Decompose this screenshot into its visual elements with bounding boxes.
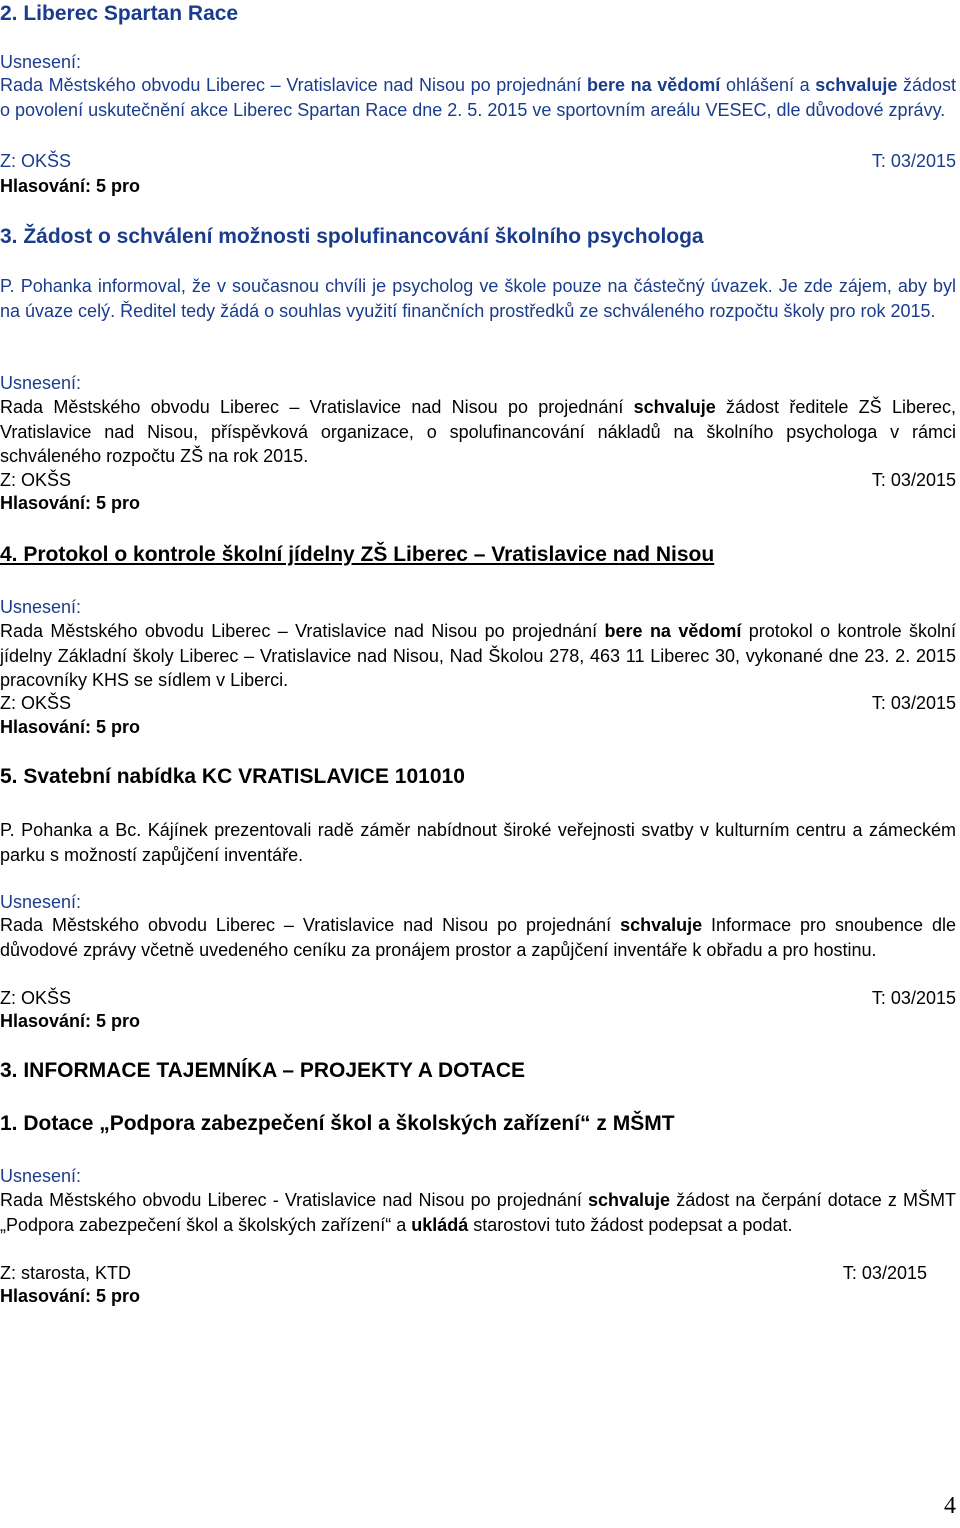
section-heading-psychologist: 3. Žádost o schválení možnosti spolufinancování školního psychologa — [0, 225, 704, 248]
responsible-party: Z: OKŠS — [0, 151, 72, 171]
resolution-text: Rada Městského obvodu Liberec - Vratislavice nad Nisou po projednání schvaluje žádost na čerpání dotace z MŠMT „Podpora zabezpečení škol a školských zařízení“ a ukládá starostovi tuto žádost podepsat a podat. — [0, 1190, 956, 1235]
deadline: T: 03/2015 — [871, 470, 956, 490]
usneseni-label: Usnesení: — [0, 373, 82, 393]
resolution-text: Rada Městského obvodu Liberec – Vratislavice nad Nisou po projednání schvaluje Informace pro snoubence dle důvodové zprávy včetně uvedeného ceníku za pronájem prostor a zapůjčení inventáře k obřadu a pro hostinu. — [0, 915, 957, 960]
vote-result: Hlasování: 5 pro — [0, 176, 141, 196]
section-heading-spartan-race: 2. Liberec Spartan Race — [0, 2, 239, 25]
vote-result: Hlasování: 5 pro — [0, 1011, 141, 1031]
vote-result: Hlasování: 5 pro — [0, 1286, 141, 1306]
vote-result: Hlasování: 5 pro — [0, 717, 141, 737]
responsible-party: Z: OKŠS — [0, 693, 72, 713]
responsibility-line — [0, 1262, 927, 1284]
vote-result: Hlasování: 5 pro — [0, 493, 141, 513]
deadline: T: 03/2015 — [871, 988, 956, 1008]
responsibility-line — [0, 469, 956, 491]
discussion-text: P. Pohanka a Bc. Kájínek prezentovali radě záměr nabídnout široké veřejnosti svatby v kulturním centru a zámeckém parku s možností zapůjčení inventáře. — [0, 820, 956, 865]
responsibility-line — [0, 692, 956, 714]
resolution-text: Rada Městského obvodu Liberec – Vratislavice nad Nisou po projednání bere na vědomí protokol o kontrole školní jídelny Základní školy Liberec – Vratislavice nad Nisou, Nad Školou 278, 463 11 Liberec 30, vykonané dne 23. 2. 2015 pracovníky KHS se sídlem v Liberci. — [0, 621, 957, 690]
deadline: T: 03/2015 — [871, 693, 956, 713]
chapter-heading-projects-grants: 3. INFORMACE TAJEMNÍKA – PROJEKTY A DOTACE — [0, 1059, 526, 1082]
responsible-party: Z: OKŠS — [0, 988, 72, 1008]
page-number: 4 — [944, 1493, 956, 1519]
section-heading-wedding-offer: 5. Svatební nabídka KC VRATISLAVICE 101010 — [0, 765, 465, 788]
responsible-party: Z: starosta, KTD — [0, 1263, 132, 1283]
usneseni-label: Usnesení: — [0, 597, 82, 617]
deadline: T: 03/2015 — [842, 1263, 927, 1283]
usneseni-label: Usnesení: — [0, 52, 82, 72]
responsible-party: Z: OKŠS — [0, 470, 72, 490]
resolution-text: Rada Městského obvodu Liberec – Vratislavice nad Nisou po projednání bere na vědomí ohlášení a schvaluje žádost o povolení uskutečnění akce Liberec Spartan Race dne 2. 5. 2015 ve sportovním areálu VESEC, dle důvodové zprávy. — [0, 75, 956, 120]
usneseni-label: Usnesení: — [0, 1166, 82, 1186]
responsibility-line — [0, 987, 956, 1009]
discussion-text: P. Pohanka informoval, že v současnou chvíli je psycholog ve škole pouze na částečný úvazek. Je zde zájem, aby byl na úvaze celý. Ředitel tedy žádá o souhlas využití finančních prostředků ze schváleného rozpočtu školy pro rok 2015. — [0, 276, 956, 321]
section-heading-school-security-grant: 1. Dotace „Podpora zabezpečení škol a školských zařízení“ z MŠMT — [0, 1112, 675, 1135]
deadline: T: 03/2015 — [871, 151, 956, 171]
usneseni-label: Usnesení: — [0, 892, 82, 912]
responsibility-line — [0, 150, 956, 172]
resolution-text: Rada Městského obvodu Liberec – Vratislavice nad Nisou po projednání schvaluje žádost ředitele ZŠ Liberec, Vratislavice nad Nisou, příspěvková organizace, o spolufinancování nákladů na školního psychologa v rámci schváleného rozpočtu ZŠ na rok 2015. — [0, 397, 956, 466]
section-heading-canteen-protocol: 4. Protokol o kontrole školní jídelny ZŠ Liberec – Vratislavice nad Nisou — [0, 543, 715, 566]
